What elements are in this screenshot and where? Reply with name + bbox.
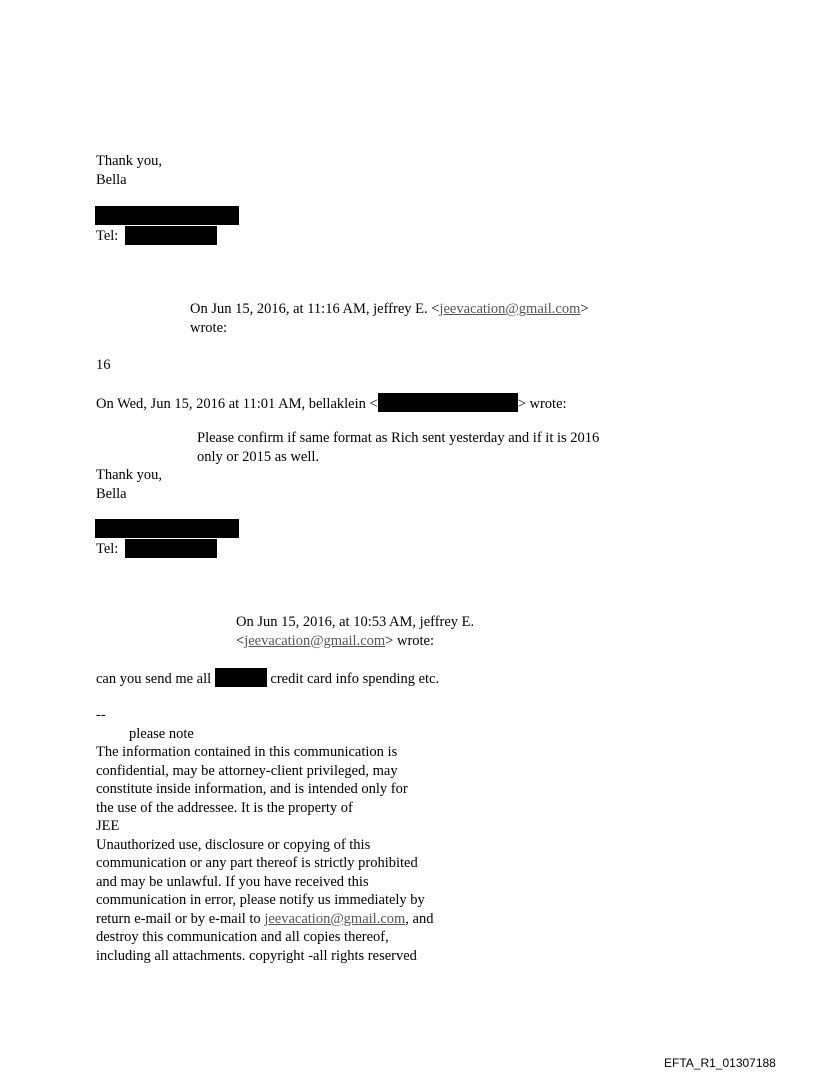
redacted-name [215,668,267,687]
disclaimer-return-line [96,910,433,929]
redacted-phone [125,539,217,558]
redacted-email [378,393,518,412]
disclaimer-line: constitute inside information, and is intended only for [96,781,408,797]
quote-body-line: only or 2015 as well. [197,448,320,465]
quote-header-text: On Wed, Jun 15, 2016 at 11:01 AM, bellaklein < [96,396,378,412]
email-link[interactable]: jeevacation@gmail.com [264,910,406,927]
sender-name: Bella [96,485,127,502]
quote-body-line: Please confirm if same format as Rich sent yesterday and if it is 2016 [197,430,600,446]
request-line [96,668,439,689]
tel-label: Tel: [96,541,119,557]
closing-text: Thank you, [96,467,163,483]
reply-header-bracket: > [580,301,589,317]
quote-body-2 [197,429,599,466]
disclaimer-line: communication in error, please notify us immediately by [96,892,425,908]
disclaimer-note: please note [129,725,194,742]
quote-header-suffix: > wrote: [517,396,567,412]
reply-header-text: On Jun 15, 2016, at 11:16 AM, jeffrey E. < [190,301,440,317]
disclaimer-line: The information contained in this communication is [96,744,398,760]
disclaimer-text: , and [405,910,434,927]
quote-header-text: On Jun 15, 2016, at 10:53 AM, jeffrey E. [236,614,475,630]
disclaimer-line: Unauthorized use, disclosure or copying of this [96,836,371,853]
sender-name: Bella [96,171,127,188]
request-text-suffix: credit card info spending etc. [270,671,440,687]
quote-header-2 [96,393,567,414]
disclaimer-text: return e-mail or by e-mail to [96,910,265,927]
quote-header-bracket: < [236,632,245,649]
disclaimer-line: destroy this communication and all copies thereof, [96,929,389,945]
document-id: EFTA_R1_01307188 [664,1056,776,1070]
reply-body-1: 16 [96,357,111,373]
request-text: can you send me all [96,671,212,687]
redacted-phone [125,226,217,245]
tel-label: Tel: [96,228,119,244]
quote-header-3 [236,613,474,650]
signature-separator: -- [96,707,106,723]
reply-header-1 [190,300,589,337]
disclaimer-line: communication or any part thereof is strictly prohibited [96,855,418,871]
disclaimer-line: including all attachments. copyright -all rights reserved [96,947,417,964]
closing-text: Thank you, [96,153,163,169]
reply-header-wrote: wrote: [190,319,228,336]
disclaimer-line: the use of the addressee. It is the property of [96,799,353,816]
signature-block-2 [96,466,162,503]
redacted-block [95,519,239,538]
signature-block-1 [96,152,162,189]
quote-header-suffix: > wrote: [385,632,435,649]
email-link[interactable]: jeevacation@gmail.com [439,301,581,317]
redacted-block [95,206,239,225]
email-link[interactable]: jeevacation@gmail.com [244,632,386,649]
disclaimer [96,706,433,965]
disclaimer-line: confidential, may be attorney-client privileged, may [96,762,398,779]
disclaimer-line: and may be unlawful. If you have received this [96,873,369,890]
disclaimer-line: JEE [96,818,120,834]
